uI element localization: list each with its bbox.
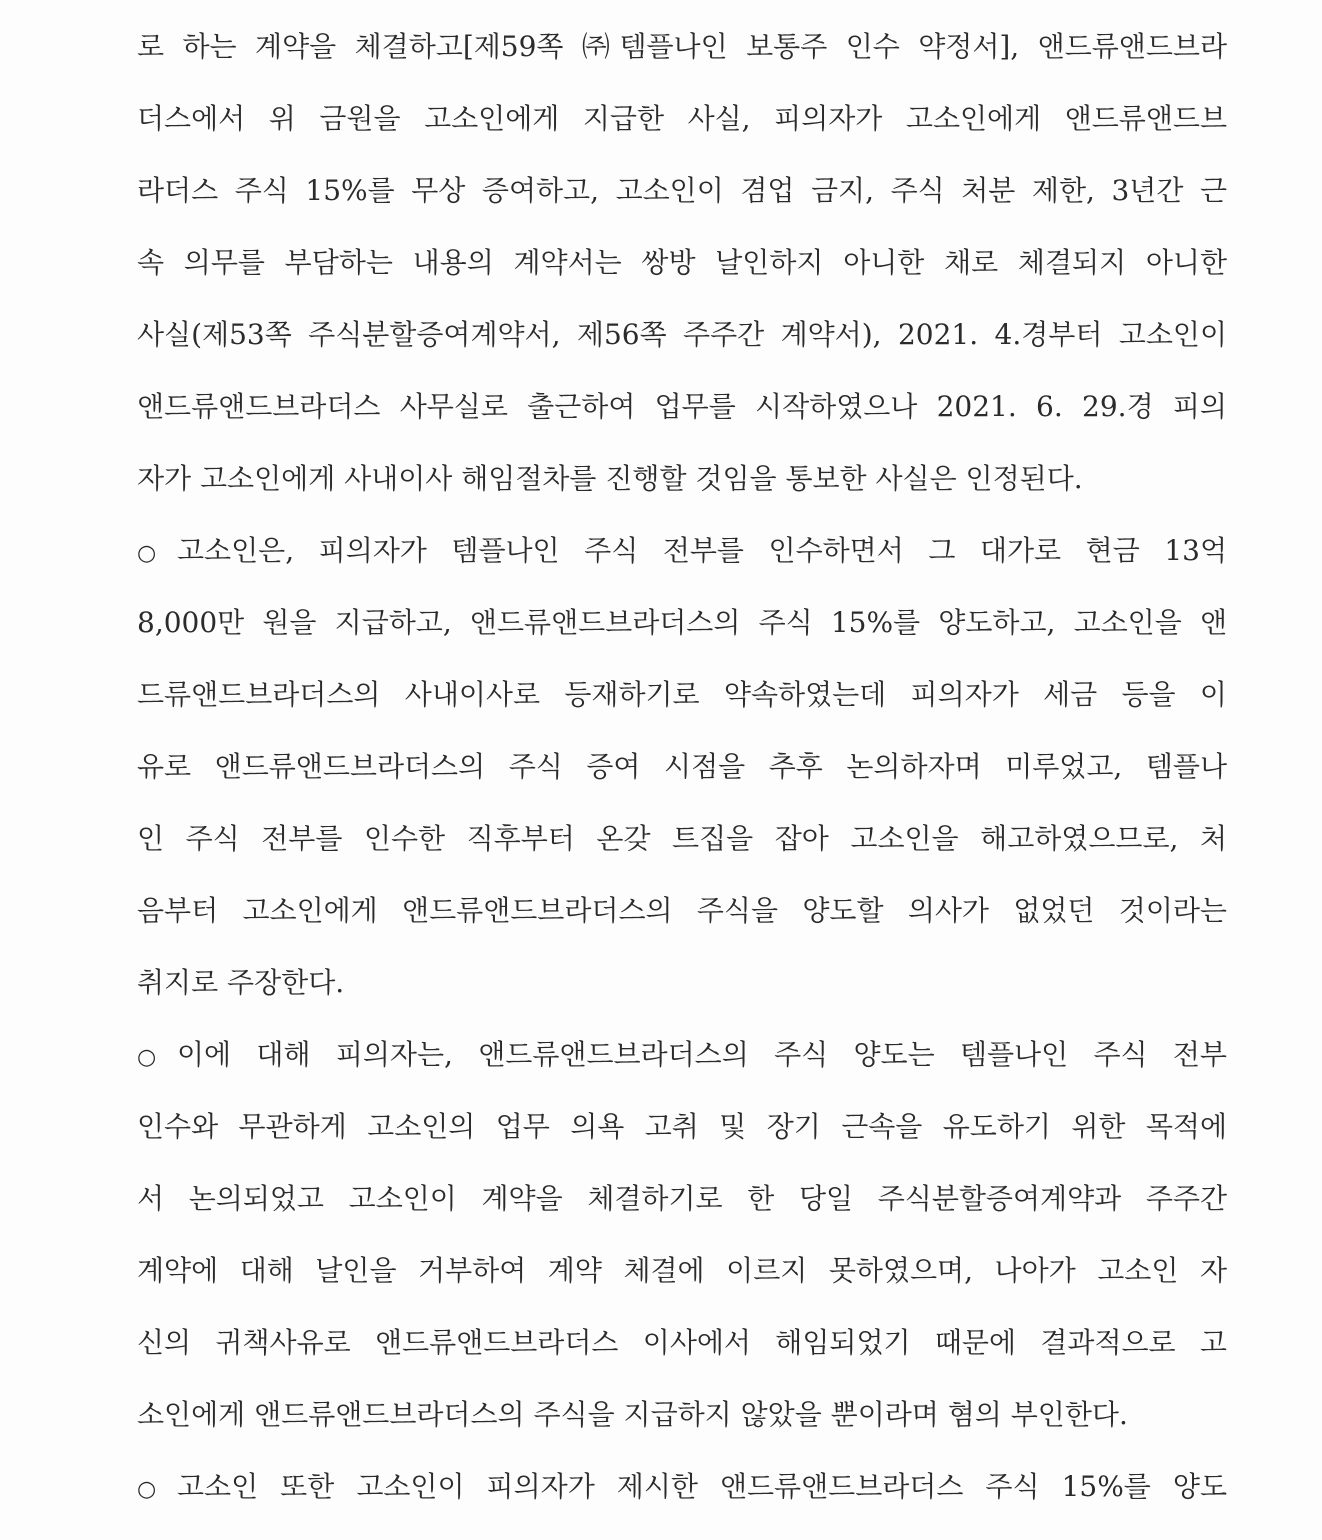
text-line: 신의 귀책사유로 앤드류앤드브라더스 이사에서 해임되었기 때문에 결과적으로 고 [137,1326,1227,1359]
paragraph-first-line [137,526,1227,598]
text-line: 더스에서 위 금원을 고소인에게 지급한 사실, 피의자가 고소인에게 앤드류앤드브 [137,102,1227,135]
text-line: 취지로 주장한다. [137,966,345,999]
bullet-circle: ○ [137,541,157,566]
text-line: 사실(제53쪽 주식분할증여계약서, 제56쪽 주주간 계약서), 2021. 4.경부터 고소인이 [137,318,1227,351]
paragraph-first-line [137,1462,1227,1534]
document-body [137,22,1227,1534]
text-line: 이에 대해 피의자는, 앤드류앤드브라더스의 주식 양도는 템플나인 주식 전부 [177,1038,1227,1071]
text-line: 고소인 또한 고소인이 피의자가 제시한 앤드류앤드브라더스 주식 15%를 양도 [177,1470,1227,1503]
text-line: 8,000만 원을 지급하고, 앤드류앤드브라더스의 주식 15%를 양도하고, 고소인을 앤 [137,606,1227,639]
text-line: 서 논의되었고 고소인이 계약을 체결하기로 한 당일 주식분할증여계약과 주주간 [137,1182,1227,1215]
text-line: 앤드류앤드브라더스 사무실로 출근하여 업무를 시작하였으나 2021. 6. 29.경 피의 [137,390,1227,423]
text-line: 고소인은, 피의자가 템플나인 주식 전부를 인수하면서 그 대가로 현금 13억 [177,534,1227,567]
text-line: 계약에 대해 날인을 거부하여 계약 체결에 이르지 못하였으며, 나아가 고소인 자 [137,1254,1227,1287]
text-line: 로 하는 계약을 체결하고[제59쪽 ㈜템플나인 보통주 인수 약정서], 앤드류앤드브라 [137,30,1227,63]
bullet-circle: ○ [137,1477,157,1502]
text-line: 드류앤드브라더스의 사내이사로 등재하기로 약속하였는데 피의자가 세금 등을 이 [137,678,1227,711]
text-line: 자가 고소인에게 사내이사 해임절차를 진행할 것임을 통보한 사실은 인정된다. [137,462,1083,495]
text-line: 속 의무를 부담하는 내용의 계약서는 쌍방 날인하지 아니한 채로 체결되지 아니한 [137,246,1227,279]
text-line: 인수와 무관하게 고소인의 업무 의욕 고취 및 장기 근속을 유도하기 위한 목적에 [137,1110,1227,1143]
text-line: 인 주식 전부를 인수한 직후부터 온갖 트집을 잡아 고소인을 해고하였으므로, 처 [137,822,1227,855]
text-line: 소인에게 앤드류앤드브라더스의 주식을 지급하지 않았을 뿐이라며 혐의 부인한다. [137,1398,1128,1431]
text-line: 라더스 주식 15%를 무상 증여하고, 고소인이 겸업 금지, 주식 처분 제한, 3년간 근 [137,174,1227,207]
paragraph-first-line [137,1030,1227,1102]
bullet-circle: ○ [137,1045,157,1070]
text-line: 유로 앤드류앤드브라더스의 주식 증여 시점을 추후 논의하자며 미루었고, 템플나 [137,750,1227,783]
text-line: 음부터 고소인에게 앤드류앤드브라더스의 주식을 양도할 의사가 없었던 것이라는 [137,894,1227,927]
